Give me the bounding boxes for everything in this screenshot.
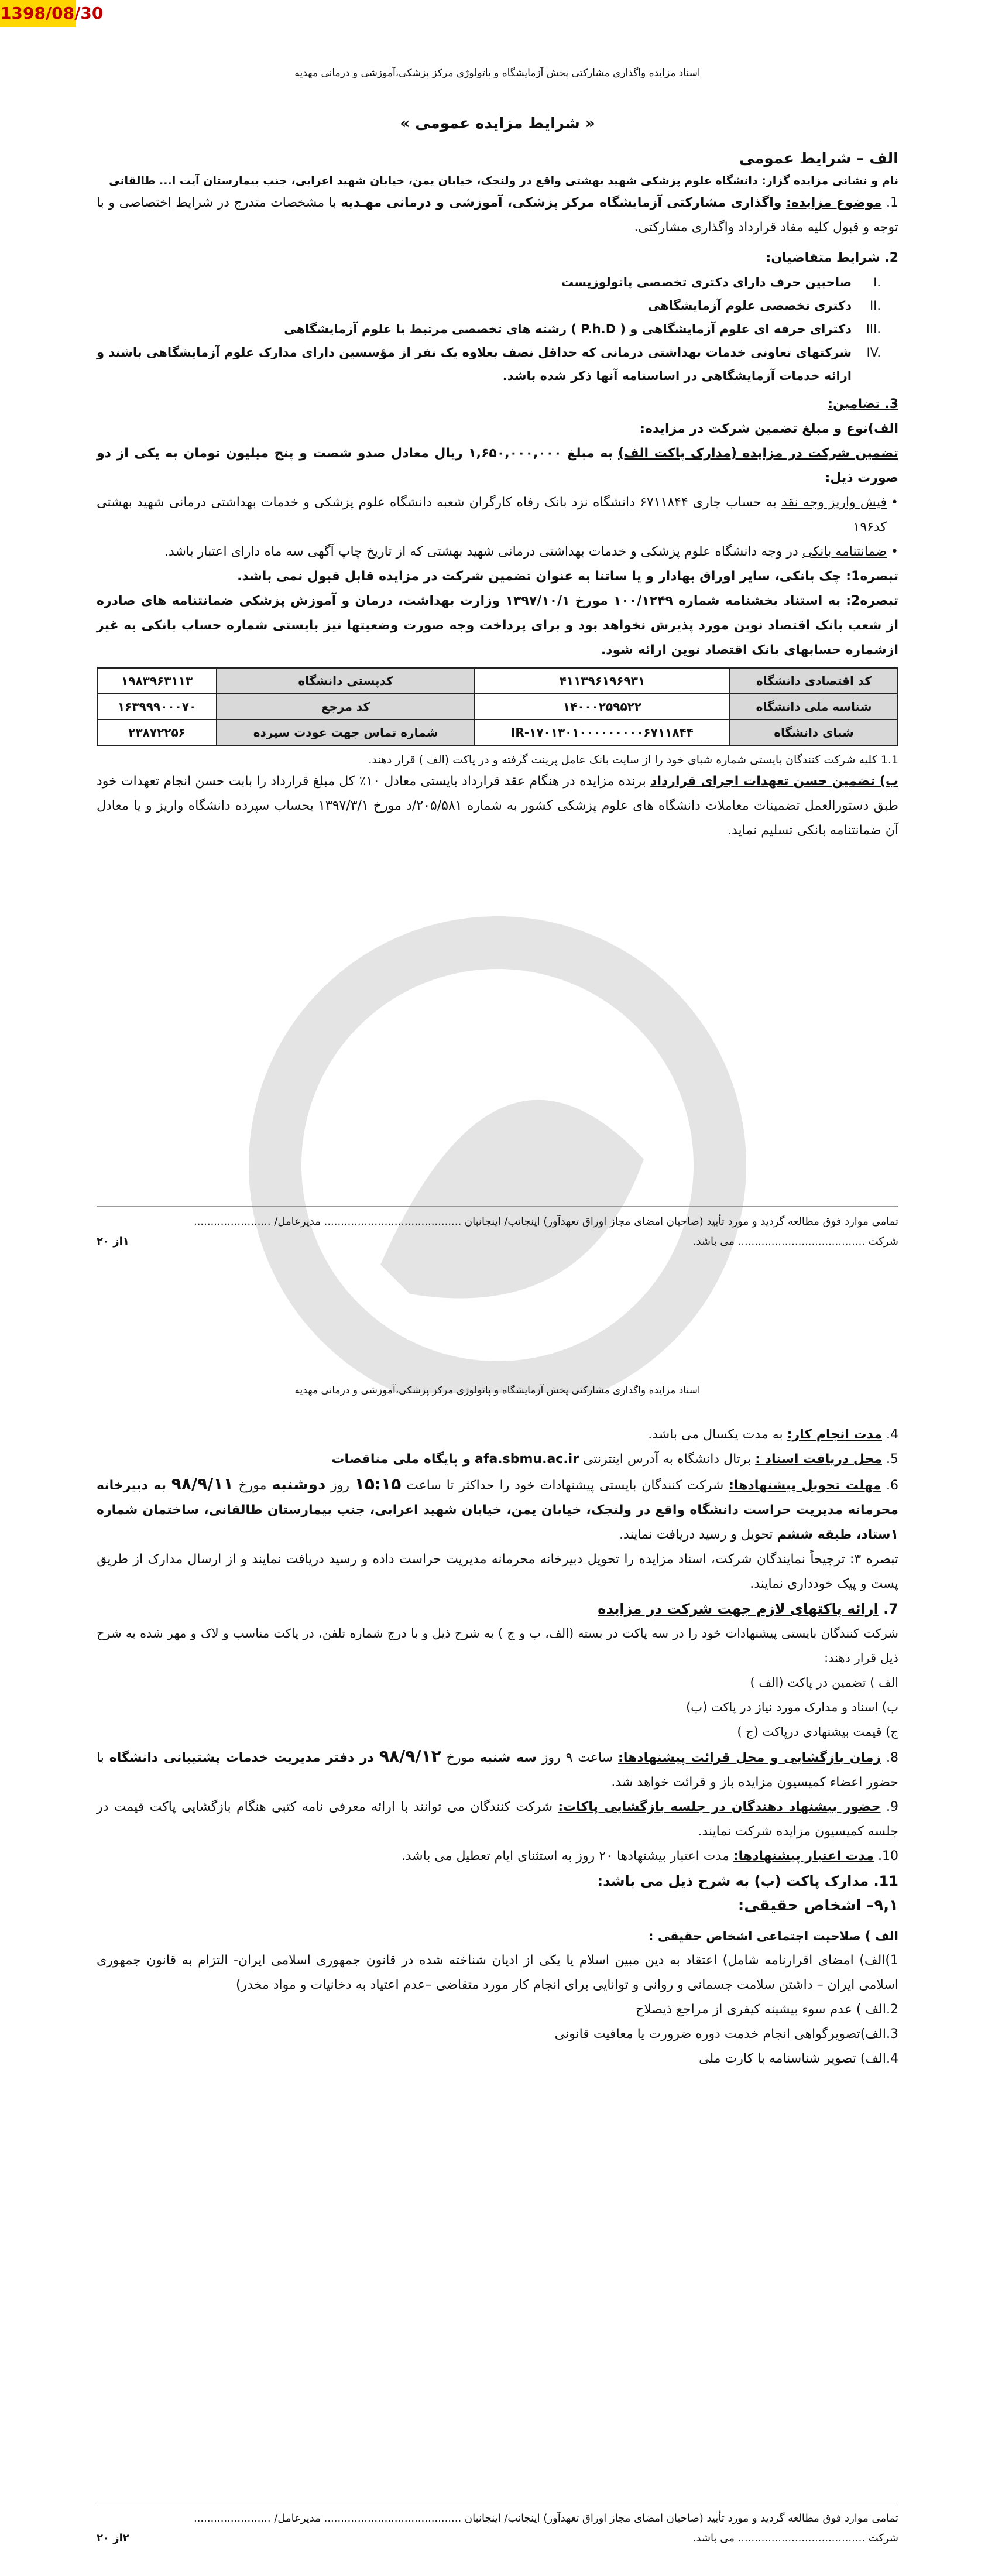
table-cell-value: ۱۶۳۹۹۹۰۰۰۷۰	[97, 694, 217, 720]
item-11-title: 11. مدارک پاکت (ب) به شرح ذیل می باشد:	[597, 1873, 898, 1889]
table-cell-label: کدپستی دانشگاه	[217, 668, 475, 694]
table-row	[97, 668, 898, 694]
note-1: تبصره1: چک بانکی، سایر اوراق بهادار و یا ساتنا به عنوان تضمین شرکت در مزایده قابل قبول نمی باشد.	[237, 569, 898, 584]
table-cell-value: ۲۳۸۷۲۲۵۶	[97, 720, 217, 745]
item-7-text: شرکت کنندگان بایستی پیشنهادات خود را در سه پاکت در بسته (الف، ب و ج ) به شرح ذیل و با درج شماره تلفن، در پاکت مناسب و لاک و مهر شده به شرح ذیل قرار دهند:	[97, 1626, 898, 1665]
page-1-content	[97, 111, 898, 843]
item-3-title: 3. تضامین:	[828, 397, 898, 412]
item-1	[97, 191, 898, 240]
table-cell-value: ۴۱۱۳۹۶۱۹۶۹۳۱	[475, 668, 730, 694]
alef-item: 2.الف ) عدم سوء بیشینه کیفری از مراجع ذیصلاح	[635, 2002, 898, 2017]
date-stamp: 1398/08/30	[0, 0, 76, 27]
item-7-title: 7. ارائه پاکتهای لازم جهت شرکت در مزایده	[598, 1601, 898, 1617]
guarantee-text: تضمین شرکت در مزایده (مدارک پاکت الف) به مبلغ ۱,۶۵۰,۰۰۰,۰۰۰ ریال معادل صدو شصت و پنج میلیون تومان به یکی از دو صورت ذیل:	[97, 446, 899, 485]
item-4: 4. مدت انجام کار: به مدت یکسال می باشد.	[648, 1427, 898, 1442]
item-6: 6. مهلت تحویل پیشنهادها: شرکت کنندگان بایستی پیشنهادات خود را حداکثر تا ساعت ۱۵:۱۵ روز دوشنبه مورخ ۹۸/۹/۱۱ به دبیرخانه محرمانه مدیریت حراست دانشگاه واقع در ولنجک، خیابان یمن، خیابان شهید اعرابی، جنب بیمارستان طالقانی، ساختمان شماره ۱ستاد، طبقه ششم تحویل و رسید دریافت نمایند.	[97, 1474, 898, 1542]
page-number: ۲از ۲۰	[97, 2532, 129, 2544]
table-cell-value: ۱۴۰۰۰۲۵۹۵۲۲	[475, 694, 730, 720]
applicant-item: III. دکترای حرفه ای علوم آزمایشگاهی و ( P.h.D ) رشته های تخصصی مرتبط با علوم آزمایشگاهی	[284, 322, 881, 336]
page-2-content	[97, 1423, 898, 2071]
item-8: 8. زمان بازگشایی و محل قرائت پیشنهادها: ساعت ۹ روز سه شنبه مورخ ۹۸/۹/۱۲ در دفتر مدیریت خدمات پشتیبانی دانشگاه با حضور اعضاء کمیسیون مزایده باز و قرائت خواهد شد.	[97, 1746, 899, 1790]
table-cell-label: کد مرجع	[217, 694, 475, 720]
item-2-title: 2. شرایط متقاضیان:	[766, 251, 898, 265]
guarantee-heading: الف)نوع و مبلغ تضمین شرکت در مزایده:	[640, 422, 898, 436]
main-title: « شرایط مزایده عمومی »	[400, 115, 595, 132]
auctioneer-address: نام و نشانی مزایده گزار: دانشگاه علوم پزشکی شهید بهشتی واقع در ولنجک، خیابان یمن، خیابان شهید اعرابی، جنب بیمارستان آیت ا... طالقانی	[109, 174, 898, 187]
item-1-rest: با مشخصات متدرج در شرایط اختصاصی و با توجه و قبول کلیه مفاد قرارداد واگذاری مشارکتی.	[97, 196, 898, 235]
table-cell-label: شبای دانشگاه	[730, 720, 898, 745]
performance-guarantee: ب) تضمین حسن تعهدات اجرای قرارداد برنده مزایده در هنگام عقد قرارداد بایستی معادل ۱۰٪ کل مبلغ قرارداد را بابت حسن انجام تعهدات خود طبق دستورالعمل تضمینات معاملات دانشگاه های علوم پزشکی کشور به شماره ۲۰۵/۵۸۱/د مورخ ۱۳۹۷/۳/۱ بحساب سپرده دانشگاه واریز و یا معادل آن ضمانتنامه بانکی تسلیم نماید.	[97, 774, 899, 838]
alef-title: الف ) صلاحیت اجتماعی اشخاص حقیقی :	[649, 1929, 898, 1943]
item-11-sub: ۹,۱– اشخاص حقیقی:	[737, 1897, 898, 1914]
watermark-logo	[176, 913, 819, 1393]
page-number: ۱از ۲۰	[97, 1235, 129, 1248]
item-9: 9. حضور بیشنهاد دهندگان در جلسه بازگشایی پاکات: شرکت کنندگان می توانند با ارائه معرفی نامه کتبی هنگام بازگشایی پاکت قیمت در جلسه کمیسیون مزایده شرکت نمایند.	[97, 1800, 898, 1839]
table-cell-label: شماره تماس جهت عودت سپرده	[217, 720, 475, 745]
alef-item: 4.الف) تصویر شناسنامه با کارت ملی	[699, 2051, 898, 2066]
footer-divider	[97, 1206, 898, 1207]
envelope-item: الف ) تضمین در پاکت (الف )	[750, 1676, 898, 1690]
page-2-footer	[97, 2509, 898, 2548]
item-1-label: موضوع مزایده:	[786, 196, 882, 210]
table-note: 1.1 کلیه شرکت کنندگان بایستی شماره شبای خود را از سایت بانک عامل پرینت گرفته و در پاکت (الف ) قرار دهند.	[368, 753, 898, 766]
bullet-bank-guarantee: • ضمانتنامه بانکی در وجه دانشگاه علوم پزشکی و خدمات بهداشتی درمانی شهید بهشتی که از تاریخ چاپ آگهی سه ماه دارای اعتبار باشد.	[97, 540, 898, 564]
footer-company: شرکت ...................................... می باشد.	[692, 1235, 898, 1248]
item-10: 10. مدت اعتبار پیشنهادها: مدت اعتبار بیشنهادها ۲۰ روز به استثنای ایام تعطیل می باشد.	[401, 1849, 898, 1864]
table-cell-value: IR-۱۷۰۱۳۰۱۰۰۰۰۰۰۰۰۰۶۷۱۱۸۴۴	[475, 720, 730, 745]
footer-confirmation: تمامی موارد فوق مطالعه گردید و مورد تأیید (صاحبان امضای مجاز اوراق تعهدآور) اینجانب/ اینجانبان ......................................... مدیرعامل/ .......................	[193, 2512, 898, 2524]
page-1-footer	[97, 1212, 898, 1252]
note-3: تبصره ۳: ترجیحاً نمایندگان شرکت، اسناد مزایده را تحویل دبیرخانه محرمانه مدیریت حراست داده و رسید دریافت نمایند و از ارسال مدارک از طریق پست و پیک خودداری نمایند.	[97, 1552, 898, 1591]
document-header: اسناد مزایده واگذاری مشارکتی پخش آزمایشگاه و پاتولوژی مرکز پزشکی،آموزشی و درمانی مهدیه	[294, 1385, 701, 1396]
applicant-item: I. صاحبین حرف دارای دکتری تخصصی پاتولوزیست	[561, 275, 881, 289]
item-1-subject: واگذاری مشارکتی آزمایشگاه مرکز پزشکی، آموزشی و درمانی مهـدیه	[341, 196, 782, 210]
applicants-list	[97, 270, 898, 388]
footer-company: شرکت ...................................... می باشد.	[692, 2532, 898, 2544]
alef-item: 1)الف) امضای اقرارنامه شامل) اعتقاد به دین مبین اسلام یا یکی از ادیان شناخته شده در قانون جمهوری اسلامی ایران- التزام به قانون جمهوری اسلامی ایران – داشتن سلامت جسمانی و روانی و توانایی برای انجام کار مورد متقاضی –عدم اعتیاد به دخانیات و مواد مخدر)	[97, 1953, 898, 1992]
footer-confirmation: تمامی موارد فوق مطالعه گردید و مورد تأیید (صاحبان امضای مجاز اوراق تعهدآور) اینجانب/ اینجانبان ......................................... مدیرعامل/ .......................	[193, 1215, 898, 1228]
document-header: اسناد مزایده واگذاری مشارکتی پخش آزمایشگاه و پاتولوژی مرکز پزشکی،آموزشی و درمانی مهدیه	[294, 67, 701, 79]
note-2: تبصره2: به استناد بخشنامه شماره ۱۰۰/۱۲۴۹ مورخ ۱۳۹۷/۱۰/۱ وزارت بهداشت، درمان و آموزش پزشکی ضمانتنامه های صادره از شعب بانک اقتصاد نوین مورد پذیرش نخواهد بود و برای پرداخت وجه صورت وضعیتها نیز بایستی شماره حساب بانکی به غیر ازشماره حسابهای بانک اقتصاد نوین ارائه شود.	[97, 594, 898, 657]
table-cell-label: شناسه ملی دانشگاه	[730, 694, 898, 720]
applicant-item: II. دکتری تخصصی علوم آزمایشگاهی	[647, 299, 881, 313]
envelope-item: ج) قیمت بیشنهادی درپاکت (ج )	[737, 1725, 898, 1739]
table-row	[97, 694, 898, 720]
alef-item: 3.الف)تصویرگواهی انجام خدمت دوره ضرورت یا معافیت قانونی	[554, 2027, 898, 2041]
applicant-item: IV. شرکتهای تعاونی خدمات بهداشتی درمانی که حداقل نصف بعلاوه یک نفر از مؤسسین دارای مدارک علوم آزمایشگاهی باشند و ارائه خدمات آزمایشگاهی در اساسنامه آنها ذکر شده باشد.	[97, 345, 881, 383]
item-5: 5. محل دریافت اسناد : برتال دانشگاه به آدرس اینترنتی afa.sbmu.ac.ir و پایگاه ملی مناقصات	[331, 1452, 898, 1467]
table-cell-value: ۱۹۸۳۹۶۳۱۱۳	[97, 668, 217, 694]
envelope-item: ب) اسناد و مدارک مورد نیاز در پاکت (ب)	[686, 1700, 898, 1714]
item-1-number: 1.	[886, 196, 899, 210]
table-cell-label: کد اقتصادی دانشگاه	[730, 668, 898, 694]
bank-info-table	[97, 667, 898, 746]
bullet-cash-deposit: • فیش واریز وجه نقد به حساب جاری ۶۷۱۱۸۴۴ دانشگاه نزد بانک رفاه کارگران شعبه دانشگاه علوم پزشکی و خدمات بهداشتی درمانی شهید بهشتی کد۱۹۶	[97, 491, 898, 540]
section-a-title: الف – شرایط عمومی	[739, 150, 898, 167]
table-row	[97, 720, 898, 745]
